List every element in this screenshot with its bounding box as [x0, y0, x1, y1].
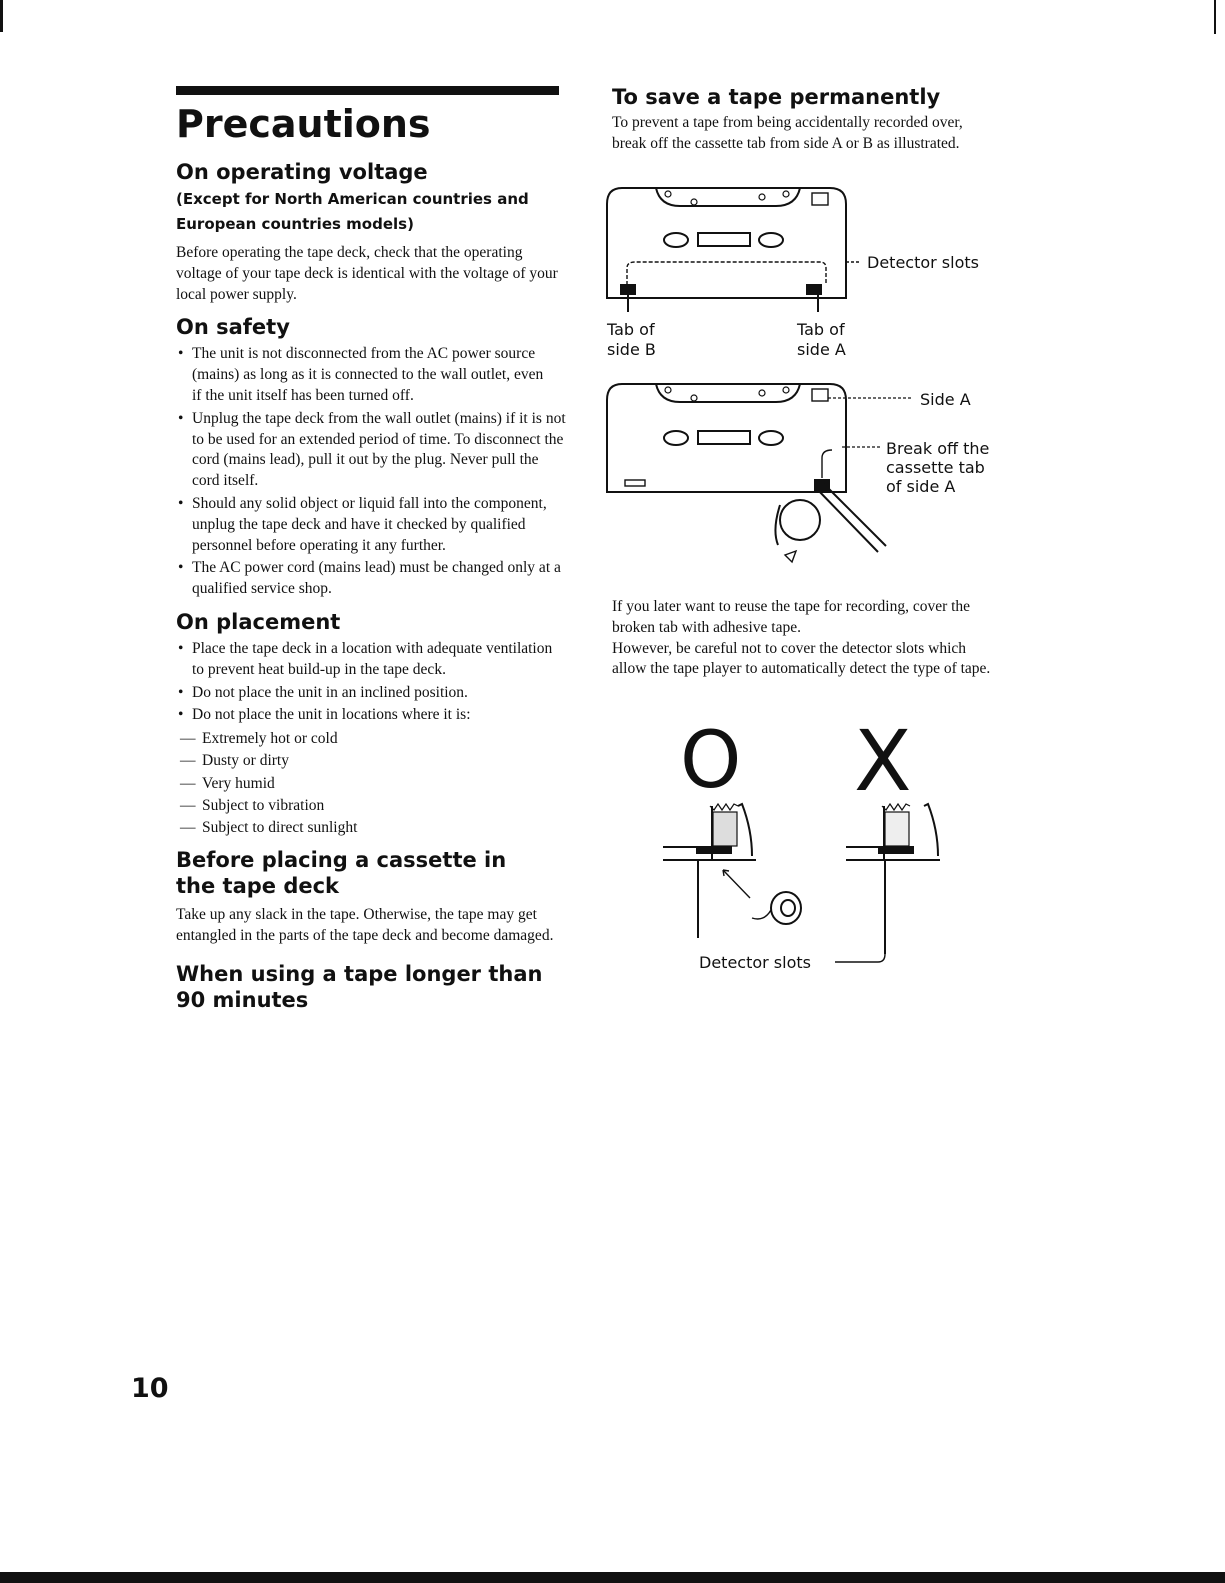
long-tape-heading: When using a tape longer than 90 minutes [176, 961, 543, 1012]
safety-heading: On safety [176, 315, 290, 340]
placement-item: • Place the tape deck in a location with adequate ventilation to prevent heat build-up in the tape deck. [176, 639, 566, 681]
placement-location-item: — Extremely hot or cold [180, 728, 566, 750]
break-off-label-line2: cassette tab [886, 458, 985, 477]
side-a-label: Side A [920, 390, 971, 409]
placement-heading: On placement [176, 609, 341, 634]
safety-item: • Should any solid object or liquid fall into the component, unplug the tape deck and have it checked by qualified personnel before operating it any further. [176, 494, 566, 556]
save-tape-heading: To save a tape permanently [612, 85, 941, 109]
tab-side-b-label-line2: side B [607, 340, 656, 359]
placement-item: • Do not place the unit in an inclined position. [176, 683, 566, 704]
operating-voltage-heading: On operating voltage [176, 160, 428, 184]
reuse-text: If you later want to reuse the tape for recording, cover the broken tab with adhesive tape. [612, 598, 971, 636]
break-off-label-line3: of side A [886, 477, 956, 496]
placement-location-item: — Subject to vibration [180, 795, 566, 817]
break-off-label-line1: Break off the [886, 439, 990, 458]
safety-item: • Unplug the tape deck from the wall outlet (mains) if it is not to be used for an extended period of time. To disconnect the cord (mains lead), pull it out by the plug. Never pull the cord itself. [176, 409, 566, 492]
caution-text: However, be careful not to cover the detector slots which allow the tape player to automatically detect the type of tape. [612, 639, 991, 678]
page-number: 10 [131, 1373, 169, 1404]
tab-side-b-label-line1: Tab of [607, 320, 655, 339]
wrong-mark: X [854, 712, 912, 810]
placement-item: • Do not place the unit in locations where it is: [176, 705, 566, 726]
detector-slots-label-bottom: Detector slots [699, 953, 811, 972]
correct-mark: O [680, 716, 742, 806]
safety-item: • The unit is not disconnected from the AC power source (mains) as long as it is connected to the wall outlet, even if the unit itself has been turned off. [176, 344, 566, 406]
tab-side-a-label-line2: side A [797, 340, 846, 359]
page-title: Precautions [176, 102, 431, 146]
save-tape-intro: To prevent a tape from being accidentally recorded over, break off the cassette tab from side A or B as illustrated. [612, 114, 963, 152]
detector-slots-label: Detector slots [867, 253, 979, 272]
before-placing-body: Take up any slack in the tape. Otherwise, the tape may get entangled in the parts of the tape deck and become damaged. [176, 906, 554, 944]
tab-side-a-label-line1: Tab of [797, 320, 845, 339]
safety-item: • The AC power cord (mains lead) must be changed only at a qualified service shop. [176, 558, 566, 600]
operating-voltage-subheading: (Except for North American countries and European countries models) [176, 190, 529, 233]
operating-voltage-body: Before operating the tape deck, check that the operating voltage of your tape deck is identical with the voltage of your local power supply. [176, 244, 558, 303]
placement-location-item: — Very humid [180, 773, 566, 795]
placement-location-item: — Subject to direct sunlight [180, 817, 566, 839]
before-placing-heading: Before placing a cassette in the tape deck [176, 848, 507, 899]
placement-location-item: — Dusty or dirty [180, 750, 566, 772]
